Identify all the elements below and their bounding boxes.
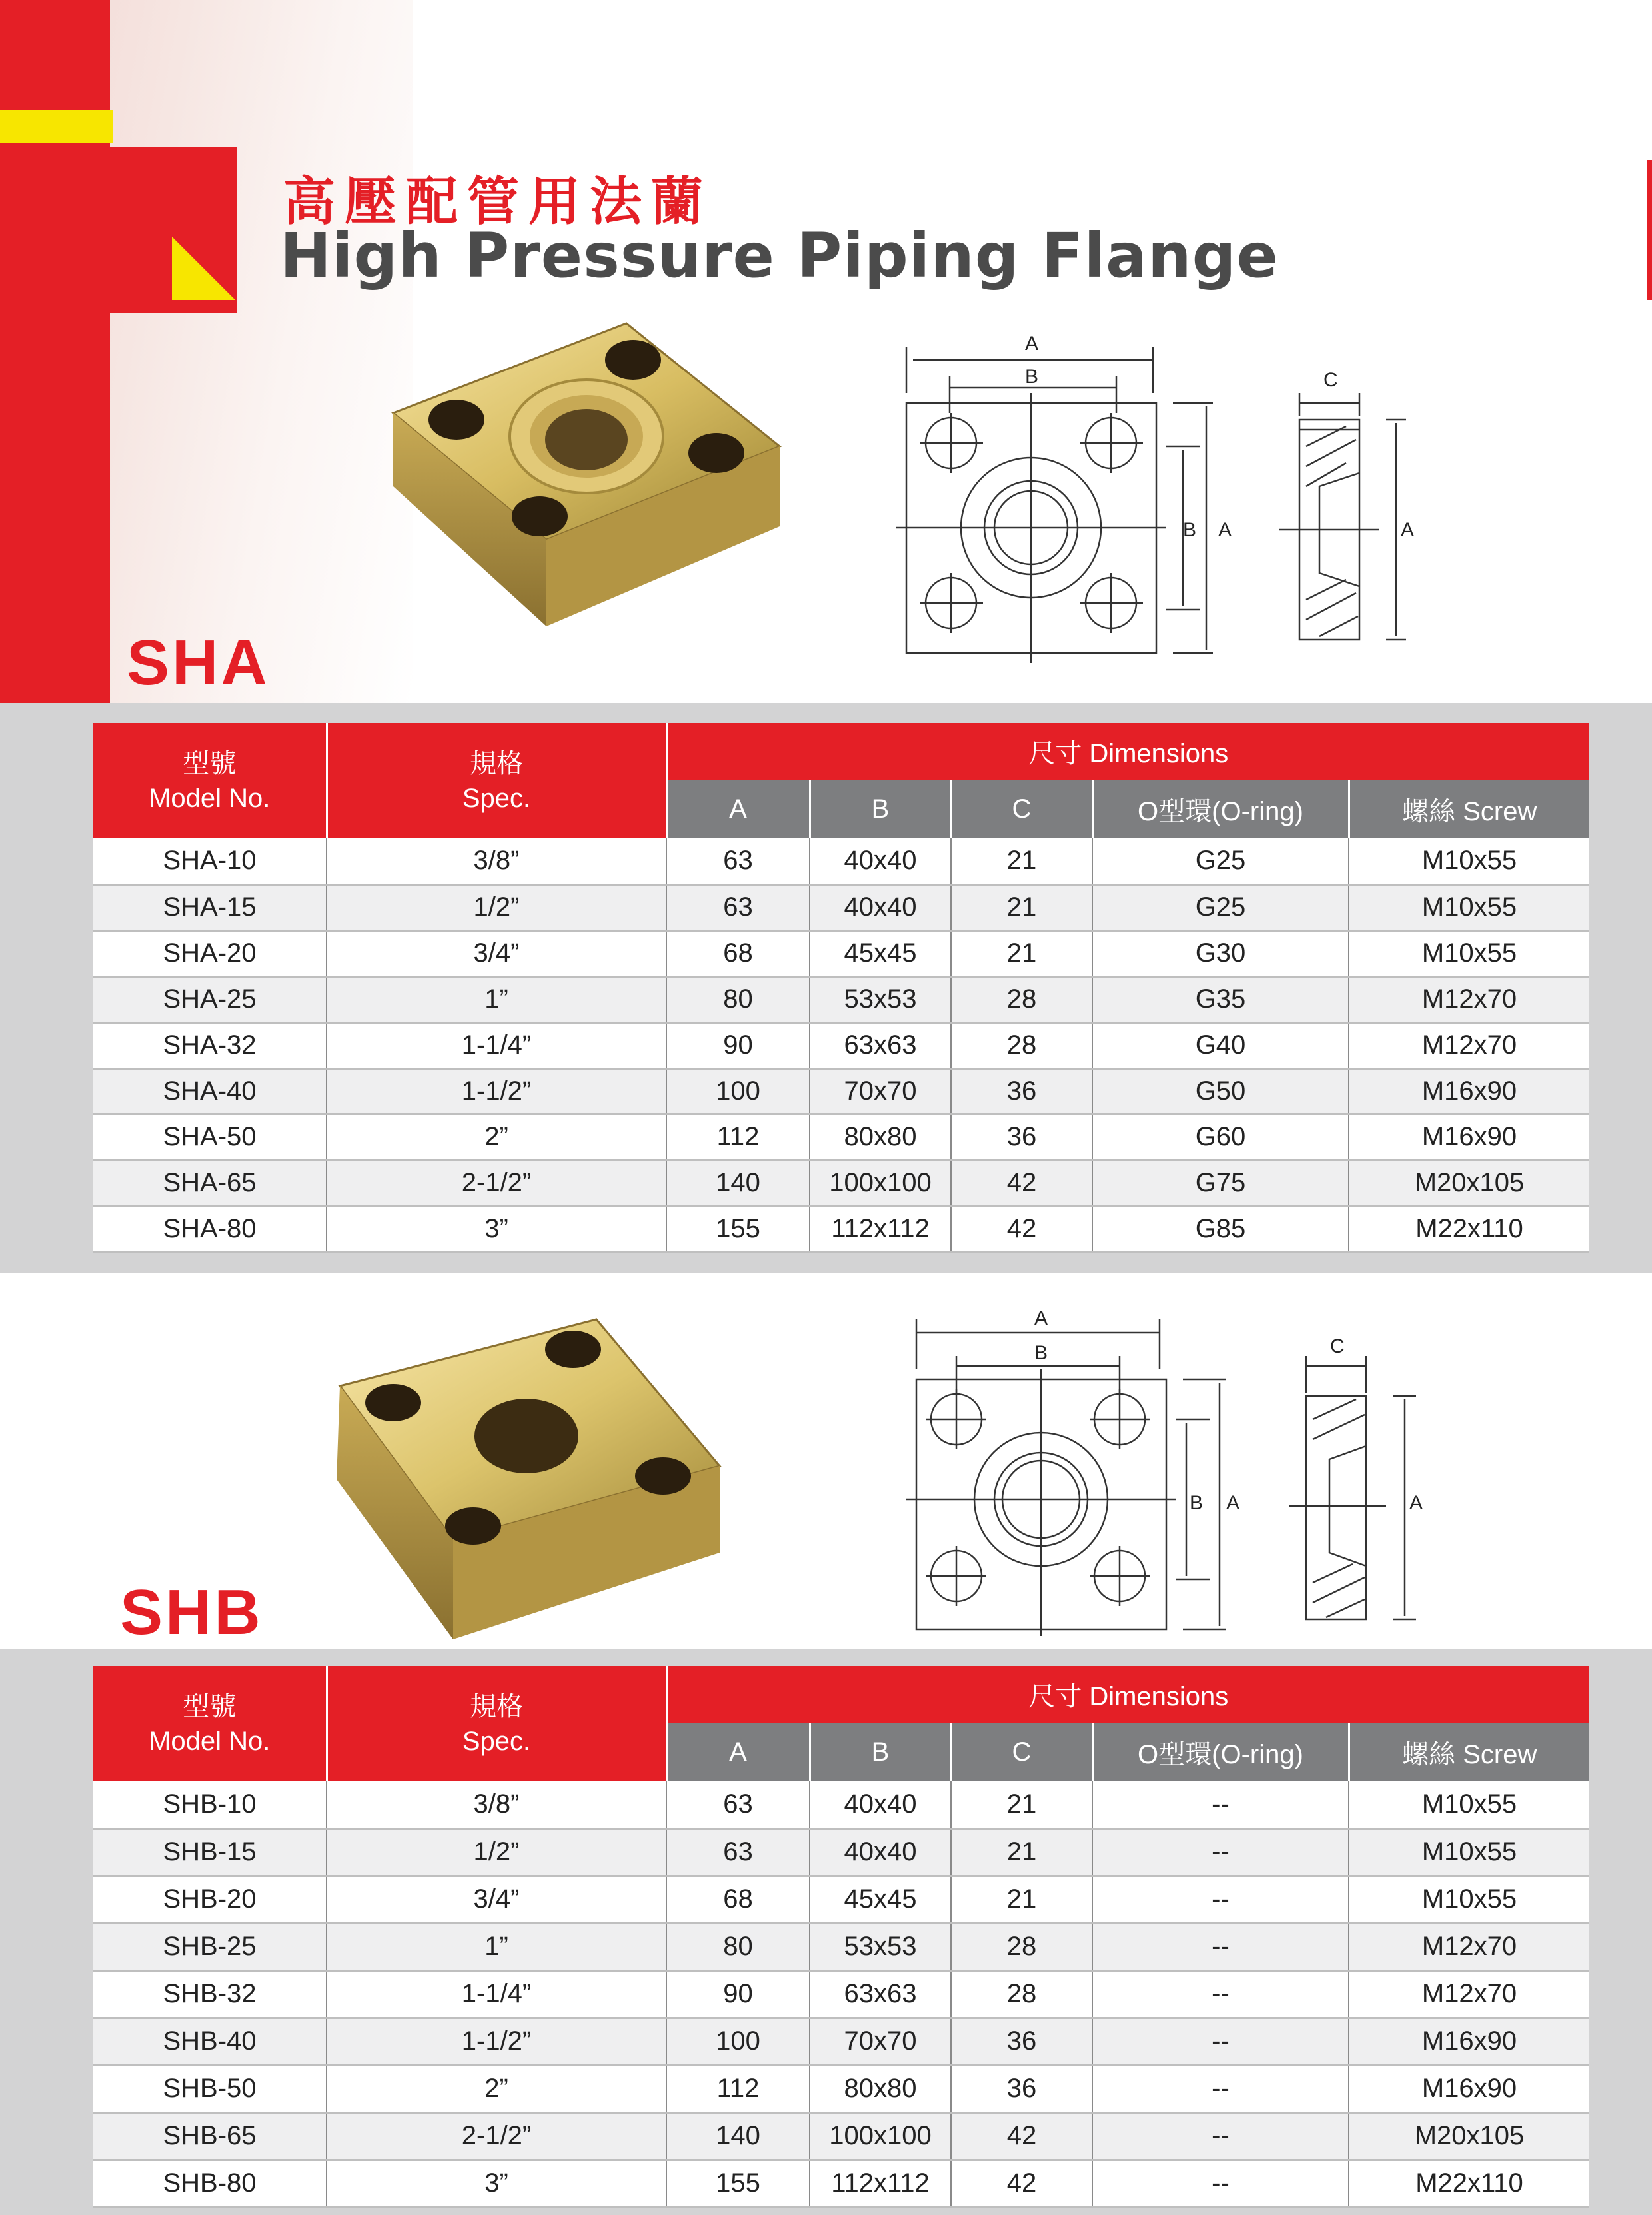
sha-cell-spec: 1-1/2” bbox=[327, 1068, 666, 1114]
shb-cell-model: SHB-15 bbox=[93, 1829, 327, 1876]
sha-table-row bbox=[93, 976, 1589, 1022]
sha-cell-c: 21 bbox=[951, 884, 1092, 930]
shb-header-col-b: B bbox=[810, 1723, 951, 1781]
sha-cell-b: 112x112 bbox=[810, 1206, 951, 1252]
sha-cell-oring: G35 bbox=[1092, 976, 1349, 1022]
sha-cell-oring: G60 bbox=[1092, 1114, 1349, 1160]
shb-cell-b: 70x70 bbox=[810, 2018, 951, 2065]
sha-cell-model: SHA-50 bbox=[93, 1114, 327, 1160]
sha-cell-c: 21 bbox=[951, 838, 1092, 884]
shb-header-dimensions: 尺寸 Dimensions bbox=[666, 1666, 1589, 1723]
sha-cell-a: 90 bbox=[666, 1022, 810, 1068]
sha-cell-model: SHA-15 bbox=[93, 884, 327, 930]
shb-table-row bbox=[93, 1829, 1589, 1876]
shb-cell-screw: M10x55 bbox=[1349, 1781, 1589, 1829]
shb-cell-c: 21 bbox=[951, 1876, 1092, 1923]
shb-cell-b: 100x100 bbox=[810, 2112, 951, 2160]
sha-table-row bbox=[93, 1068, 1589, 1114]
shb-cell-c: 42 bbox=[951, 2112, 1092, 2160]
shb-cell-oring: -- bbox=[1092, 2018, 1349, 2065]
shb-spec-table bbox=[93, 1666, 1589, 2208]
yellow-accent-bar bbox=[0, 110, 113, 143]
shb-cell-spec: 2-1/2” bbox=[327, 2112, 666, 2160]
shb-table-row bbox=[93, 2160, 1589, 2207]
sha-cell-screw: M22x110 bbox=[1349, 1206, 1589, 1252]
sha-cell-b: 100x100 bbox=[810, 1160, 951, 1206]
sha-cell-c: 28 bbox=[951, 976, 1092, 1022]
sha-cell-c: 42 bbox=[951, 1160, 1092, 1206]
sha-header-col-c: C bbox=[951, 780, 1092, 838]
sha-cell-oring: G85 bbox=[1092, 1206, 1349, 1252]
sha-cell-screw: M12x70 bbox=[1349, 976, 1589, 1022]
shb-cell-a: 140 bbox=[666, 2112, 810, 2160]
shb-cell-a: 100 bbox=[666, 2018, 810, 2065]
sha-cell-spec: 3/4” bbox=[327, 930, 666, 976]
right-edge-accent bbox=[1647, 160, 1652, 300]
shb-cell-model: SHB-10 bbox=[93, 1781, 327, 1829]
shb-cell-b: 40x40 bbox=[810, 1829, 951, 1876]
sha-cell-a: 155 bbox=[666, 1206, 810, 1252]
shb-cell-model: SHB-65 bbox=[93, 2112, 327, 2160]
sha-cell-a: 100 bbox=[666, 1068, 810, 1114]
sha-cell-screw: M10x55 bbox=[1349, 930, 1589, 976]
sha-cell-model: SHA-80 bbox=[93, 1206, 327, 1252]
shb-cell-a: 80 bbox=[666, 1923, 810, 1970]
sha-cell-model: SHA-20 bbox=[93, 930, 327, 976]
sha-header-col-oring: O型環(O-ring) bbox=[1092, 780, 1349, 838]
sha-cell-a: 140 bbox=[666, 1160, 810, 1206]
sha-cell-b: 40x40 bbox=[810, 884, 951, 930]
shb-table-row bbox=[93, 1876, 1589, 1923]
shb-cell-c: 36 bbox=[951, 2018, 1092, 2065]
sha-header-spec: 規格 Spec. bbox=[327, 723, 666, 838]
shb-cell-oring: -- bbox=[1092, 1970, 1349, 2018]
shb-cell-spec: 3/4” bbox=[327, 1876, 666, 1923]
shb-dim-label-a-side: A bbox=[1226, 1492, 1240, 1514]
sha-dim-label-a-side: A bbox=[1218, 519, 1232, 541]
shb-dim-label-b-side: B bbox=[1190, 1492, 1204, 1514]
sha-cell-b: 70x70 bbox=[810, 1068, 951, 1114]
shb-cell-oring: -- bbox=[1092, 2112, 1349, 2160]
sha-cell-oring: G50 bbox=[1092, 1068, 1349, 1114]
sha-cell-c: 42 bbox=[951, 1206, 1092, 1252]
sha-cell-b: 40x40 bbox=[810, 838, 951, 884]
shb-cell-spec: 1-1/4” bbox=[327, 1970, 666, 2018]
shb-cell-a: 155 bbox=[666, 2160, 810, 2207]
sha-spec-table bbox=[93, 723, 1589, 1253]
sha-cell-screw: M16x90 bbox=[1349, 1114, 1589, 1160]
sha-cell-spec: 1/2” bbox=[327, 884, 666, 930]
sha-cell-screw: M10x55 bbox=[1349, 884, 1589, 930]
shb-cell-screw: M22x110 bbox=[1349, 2160, 1589, 2207]
shb-header-col-c: C bbox=[951, 1723, 1092, 1781]
shb-table-row bbox=[93, 2018, 1589, 2065]
sha-cell-spec: 1” bbox=[327, 976, 666, 1022]
sha-header-col-b: B bbox=[810, 780, 951, 838]
shb-cell-c: 28 bbox=[951, 1923, 1092, 1970]
red-vertical-bar bbox=[0, 0, 110, 703]
sha-cell-b: 80x80 bbox=[810, 1114, 951, 1160]
sha-dim-label-a-top: A bbox=[1025, 333, 1039, 355]
sha-technical-drawing bbox=[880, 327, 1426, 666]
sha-cell-b: 63x63 bbox=[810, 1022, 951, 1068]
sha-header-col-screw: 螺絲 Screw bbox=[1349, 780, 1589, 838]
sha-cell-oring: G30 bbox=[1092, 930, 1349, 976]
sha-cell-spec: 3” bbox=[327, 1206, 666, 1252]
sha-table-row bbox=[93, 1206, 1589, 1252]
shb-cell-screw: M10x55 bbox=[1349, 1876, 1589, 1923]
shb-cell-model: SHB-20 bbox=[93, 1876, 327, 1923]
sha-cell-screw: M20x105 bbox=[1349, 1160, 1589, 1206]
sha-cell-c: 36 bbox=[951, 1068, 1092, 1114]
shb-table-row bbox=[93, 2112, 1589, 2160]
sha-cell-oring: G25 bbox=[1092, 838, 1349, 884]
shb-cell-a: 112 bbox=[666, 2065, 810, 2112]
sha-header-model: 型號 Model No. bbox=[93, 723, 327, 838]
sha-cell-model: SHA-32 bbox=[93, 1022, 327, 1068]
shb-header-col-a: A bbox=[666, 1723, 810, 1781]
sha-dim-label-c: C bbox=[1323, 369, 1338, 391]
sha-dim-label-b-top: B bbox=[1025, 366, 1039, 388]
sha-cell-spec: 3/8” bbox=[327, 838, 666, 884]
shb-header-spec: 規格 Spec. bbox=[327, 1666, 666, 1781]
shb-header-col-oring: O型環(O-ring) bbox=[1092, 1723, 1349, 1781]
shb-cell-c: 21 bbox=[951, 1781, 1092, 1829]
sha-header-col-a: A bbox=[666, 780, 810, 838]
sha-cell-oring: G25 bbox=[1092, 884, 1349, 930]
shb-table-row bbox=[93, 1970, 1589, 2018]
sha-flange-photo bbox=[380, 313, 793, 673]
shb-cell-spec: 3” bbox=[327, 2160, 666, 2207]
sha-cell-oring: G75 bbox=[1092, 1160, 1349, 1206]
shb-series-label: SHB bbox=[120, 1577, 263, 1648]
shb-cell-oring: -- bbox=[1092, 1829, 1349, 1876]
sha-table-row bbox=[93, 930, 1589, 976]
sha-cell-screw: M12x70 bbox=[1349, 1022, 1589, 1068]
shb-cell-model: SHB-80 bbox=[93, 2160, 327, 2207]
sha-table-row bbox=[93, 1160, 1589, 1206]
sha-cell-spec: 2-1/2” bbox=[327, 1160, 666, 1206]
shb-header-col-screw: 螺絲 Screw bbox=[1349, 1723, 1589, 1781]
sha-series-label: SHA bbox=[127, 627, 270, 698]
sha-cell-a: 112 bbox=[666, 1114, 810, 1160]
sha-dim-label-b-side: B bbox=[1183, 519, 1197, 541]
sha-dim-label-a-section: A bbox=[1401, 519, 1415, 541]
shb-technical-drawing bbox=[886, 1303, 1433, 1643]
shb-cell-model: SHB-50 bbox=[93, 2065, 327, 2112]
shb-dim-label-a-section: A bbox=[1409, 1492, 1423, 1514]
sha-table-row bbox=[93, 1022, 1589, 1068]
shb-cell-oring: -- bbox=[1092, 2160, 1349, 2207]
shb-cell-model: SHB-25 bbox=[93, 1923, 327, 1970]
shb-cell-b: 40x40 bbox=[810, 1781, 951, 1829]
shb-cell-screw: M10x55 bbox=[1349, 1829, 1589, 1876]
shb-cell-b: 45x45 bbox=[810, 1876, 951, 1923]
sha-cell-b: 53x53 bbox=[810, 976, 951, 1022]
sha-table-row bbox=[93, 1114, 1589, 1160]
shb-dim-label-b-top: B bbox=[1034, 1342, 1048, 1364]
shb-cell-model: SHB-32 bbox=[93, 1970, 327, 2018]
sha-cell-model: SHA-65 bbox=[93, 1160, 327, 1206]
sha-cell-a: 80 bbox=[666, 976, 810, 1022]
shb-cell-a: 68 bbox=[666, 1876, 810, 1923]
shb-cell-c: 36 bbox=[951, 2065, 1092, 2112]
sha-cell-spec: 2” bbox=[327, 1114, 666, 1160]
shb-cell-oring: -- bbox=[1092, 1781, 1349, 1829]
sha-cell-screw: M10x55 bbox=[1349, 838, 1589, 884]
shb-cell-screw: M16x90 bbox=[1349, 2065, 1589, 2112]
sha-cell-c: 36 bbox=[951, 1114, 1092, 1160]
shb-cell-spec: 3/8” bbox=[327, 1781, 666, 1829]
sha-cell-c: 28 bbox=[951, 1022, 1092, 1068]
shb-dim-label-a-top: A bbox=[1034, 1307, 1048, 1329]
page-title-english: High Pressure Piping Flange bbox=[280, 220, 1279, 291]
shb-cell-c: 28 bbox=[951, 1970, 1092, 2018]
sha-cell-a: 68 bbox=[666, 930, 810, 976]
shb-cell-model: SHB-40 bbox=[93, 2018, 327, 2065]
shb-cell-a: 63 bbox=[666, 1781, 810, 1829]
shb-cell-c: 42 bbox=[951, 2160, 1092, 2207]
sha-table-row bbox=[93, 838, 1589, 884]
sha-table-row bbox=[93, 884, 1589, 930]
shb-table-row bbox=[93, 1781, 1589, 1829]
shb-flange-photo bbox=[330, 1313, 730, 1646]
shb-cell-oring: -- bbox=[1092, 1923, 1349, 1970]
sha-header-dimensions: 尺寸 Dimensions bbox=[666, 723, 1589, 780]
shb-cell-oring: -- bbox=[1092, 2065, 1349, 2112]
shb-cell-screw: M20x105 bbox=[1349, 2112, 1589, 2160]
shb-cell-a: 63 bbox=[666, 1829, 810, 1876]
shb-cell-screw: M12x70 bbox=[1349, 1970, 1589, 2018]
shb-cell-screw: M16x90 bbox=[1349, 2018, 1589, 2065]
shb-dim-label-c: C bbox=[1330, 1335, 1345, 1357]
sha-cell-a: 63 bbox=[666, 838, 810, 884]
shb-header-model: 型號 Model No. bbox=[93, 1666, 327, 1781]
sha-cell-model: SHA-25 bbox=[93, 976, 327, 1022]
sha-cell-model: SHA-10 bbox=[93, 838, 327, 884]
sha-cell-c: 21 bbox=[951, 930, 1092, 976]
shb-cell-a: 90 bbox=[666, 1970, 810, 2018]
sha-cell-a: 63 bbox=[666, 884, 810, 930]
sha-cell-screw: M16x90 bbox=[1349, 1068, 1589, 1114]
shb-cell-c: 21 bbox=[951, 1829, 1092, 1876]
shb-cell-b: 112x112 bbox=[810, 2160, 951, 2207]
sha-cell-model: SHA-40 bbox=[93, 1068, 327, 1114]
shb-cell-oring: -- bbox=[1092, 1876, 1349, 1923]
page-title-chinese: 高壓配管用法蘭 bbox=[283, 172, 713, 232]
shb-table-row bbox=[93, 1923, 1589, 1970]
shb-cell-spec: 2” bbox=[327, 2065, 666, 2112]
sha-cell-oring: G40 bbox=[1092, 1022, 1349, 1068]
sha-cell-spec: 1-1/4” bbox=[327, 1022, 666, 1068]
shb-cell-screw: M12x70 bbox=[1349, 1923, 1589, 1970]
yellow-accent-triangle bbox=[172, 237, 235, 300]
shb-cell-spec: 1-1/2” bbox=[327, 2018, 666, 2065]
shb-cell-spec: 1” bbox=[327, 1923, 666, 1970]
shb-cell-b: 80x80 bbox=[810, 2065, 951, 2112]
shb-table-row bbox=[93, 2065, 1589, 2112]
sha-cell-b: 45x45 bbox=[810, 930, 951, 976]
shb-cell-spec: 1/2” bbox=[327, 1829, 666, 1876]
shb-cell-b: 53x53 bbox=[810, 1923, 951, 1970]
shb-cell-b: 63x63 bbox=[810, 1970, 951, 2018]
